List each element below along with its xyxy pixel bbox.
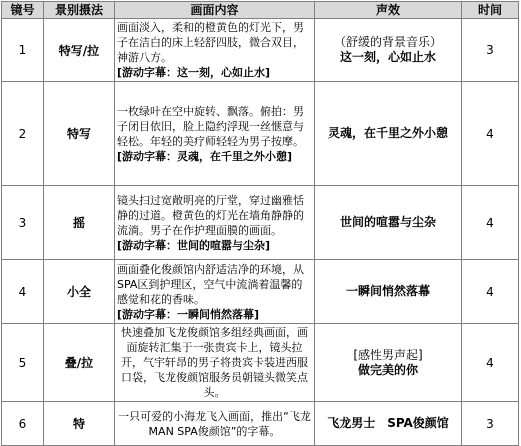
header-shot-number: 镜号 bbox=[2, 2, 44, 19]
storyboard-wrapper bbox=[1, 1, 519, 446]
shot-time: 3 bbox=[462, 19, 519, 82]
sound-effect bbox=[315, 402, 462, 446]
shot-time: 3 bbox=[462, 402, 519, 446]
scene-content bbox=[115, 19, 315, 82]
sound-line: 做完美的你 bbox=[357, 362, 418, 377]
sound-effect bbox=[315, 19, 462, 82]
scene-content bbox=[115, 324, 315, 402]
table-row bbox=[2, 19, 519, 82]
shot-time: 4 bbox=[462, 324, 519, 402]
scene-description: 镜头扫过宽敞明亮的厅堂，穿过幽雅恬静的过道。橙黄色的灯光在墙角静静的流淌。男子在作护理面膜的画面。 bbox=[117, 193, 304, 237]
shot-method: 叠/拉 bbox=[44, 324, 115, 402]
scene-content bbox=[115, 402, 315, 446]
sound-effect bbox=[315, 186, 462, 260]
storyboard-table bbox=[1, 1, 519, 446]
header-scene-content: 画面内容 bbox=[115, 2, 315, 19]
header-shot-method: 景别摄法 bbox=[44, 2, 115, 19]
scene-description: 快速叠加飞龙俊颜馆多组经典画面，画面旋转汇集于一张贵宾卡上，镜头拉开，气宇轩昂的男子将贵宾卡装进西服口袋，飞龙俊颜馆服务员朝镜头微笑点头。 bbox=[121, 326, 308, 399]
sound-line: 这一刻，心如止水 bbox=[339, 50, 436, 64]
scrolling-caption: [游动字幕：灵魂，在千里之外小憩] bbox=[117, 149, 293, 163]
table-row bbox=[2, 82, 519, 186]
sound-line: 灵魂，在千里之外小憩 bbox=[327, 126, 448, 140]
sound-effect bbox=[315, 324, 462, 402]
scene-content bbox=[115, 82, 315, 186]
shot-time: 4 bbox=[462, 260, 519, 324]
scene-content bbox=[115, 260, 315, 324]
scene-description: 画面淡入，柔和的橙黄色的灯光下，男子在洁白的床上轻舒四肢，微合双目，神游八方。 bbox=[117, 21, 304, 64]
sound-effect bbox=[315, 260, 462, 324]
sound-line: 世间的喧嚣与尘杂 bbox=[339, 215, 436, 229]
scrolling-caption: [游动字幕：一瞬间悄然落幕] bbox=[117, 307, 260, 321]
sound-line: 一瞬间悄然落幕 bbox=[345, 284, 430, 298]
shot-number: 1 bbox=[2, 19, 44, 82]
shot-method: 特写/拉 bbox=[44, 19, 115, 82]
scrolling-caption: [游动字幕：世间的喧嚣与尘杂] bbox=[117, 238, 271, 252]
shot-time: 4 bbox=[462, 186, 519, 260]
scene-description: 画面叠化俊颜馆内舒适洁净的环境，从SPA区到护理区，空气中流淌着温馨的感觉和花的香味。 bbox=[117, 262, 304, 306]
scene-description: 一枚绿叶在空中旋转、飘落。俯拍：男子闭目依旧，脸上隐约浮现一丝惬意与轻松。年轻的美疗师轻轻为男子按摩。 bbox=[117, 104, 304, 148]
sound-effect bbox=[315, 82, 462, 186]
shot-number: 6 bbox=[2, 402, 44, 446]
shot-number: 5 bbox=[2, 324, 44, 402]
table-row bbox=[2, 324, 519, 402]
table-row bbox=[2, 186, 519, 260]
scrolling-caption: [游动字幕：这一刻，心如止水] bbox=[117, 66, 271, 79]
shot-number: 3 bbox=[2, 186, 44, 260]
shot-number: 4 bbox=[2, 260, 44, 324]
shot-method: 摇 bbox=[44, 186, 115, 260]
header-sound-effect: 声效 bbox=[315, 2, 462, 19]
scene-content bbox=[115, 186, 315, 260]
sound-line: [感性男声起] bbox=[353, 347, 423, 362]
table-row bbox=[2, 260, 519, 324]
header-time: 时间 bbox=[462, 2, 519, 19]
table-row bbox=[2, 402, 519, 446]
scene-description: 一只可爱的小海龙飞入画面，推出“飞龙MAN SPA俊颜馆”的字幕。 bbox=[118, 409, 311, 438]
shot-method: 小全 bbox=[44, 260, 115, 324]
sound-line: （舒缓的背景音乐） bbox=[333, 35, 442, 49]
shot-time: 4 bbox=[462, 82, 519, 186]
sound-line: 飞龙男士 SPA俊颜馆 bbox=[327, 416, 449, 430]
header-row bbox=[2, 2, 519, 19]
shot-method: 特写 bbox=[44, 82, 115, 186]
shot-number: 2 bbox=[2, 82, 44, 186]
shot-method: 特 bbox=[44, 402, 115, 446]
